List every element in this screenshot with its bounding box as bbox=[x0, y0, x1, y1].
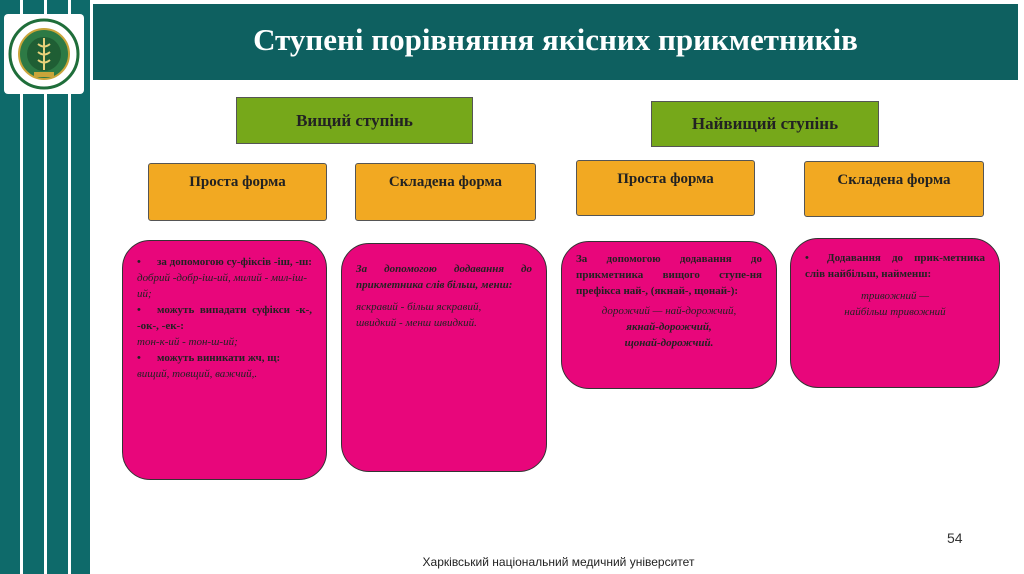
superlative-compound-form-card: • Додавання до прик-метника слів найбільш, найменш: тривожний — найбільш тривожний bbox=[790, 238, 1000, 388]
university-seal-icon bbox=[8, 18, 80, 90]
comparative-degree-box: Вищий ступінь bbox=[236, 97, 473, 144]
comparative-simple-form-card: • за допомогою су-фіксів -іш, -ш: добрий -добр-іш-ий, милий - мил-іш-ий; • можуть випадати суфікси -к-, -ок-, -ек-: тон-к-ий - тон-ш-ий; • можуть виникати жч, щ: вищий, товщий, важчий,. bbox=[122, 240, 327, 480]
rule-text: можуть виникати жч, щ: bbox=[157, 351, 281, 364]
example-text: тон-к-ий - тон-ш-ий; bbox=[137, 335, 238, 348]
example-text: швидкий - менш швидкий. bbox=[356, 316, 477, 329]
superlative-compound-form-box: Складена форма bbox=[804, 161, 984, 217]
comparative-compound-form-box: Складена форма bbox=[355, 163, 536, 221]
comparative-compound-form-card bbox=[341, 243, 547, 472]
page-number: 54 bbox=[947, 530, 963, 546]
comparative-simple-form-box: Проста форма bbox=[148, 163, 327, 221]
slide-header bbox=[93, 4, 1018, 80]
slide-title: Ступені порівняння якісних прикметників bbox=[253, 22, 858, 57]
university-logo bbox=[4, 14, 84, 94]
footer-university-name: Харківський національний медичний університет bbox=[422, 555, 695, 569]
example-text: добрий -добр-іш-ий, милий - мил-іш-ий; bbox=[137, 271, 307, 300]
example-text: якнай-дорожчий, bbox=[626, 320, 712, 333]
rule-text: за допомогою су-фіксів -іш, -ш: bbox=[157, 256, 312, 268]
example-text: найбільш тривожний bbox=[844, 305, 946, 318]
superlative-simple-form-card bbox=[561, 241, 777, 389]
example-text: яскравий - більш яскравий, bbox=[356, 300, 482, 313]
rule-text: За bbox=[356, 263, 368, 275]
rule-text: можуть випадати суфікси -к-, -ок-, -ек-: bbox=[137, 303, 312, 332]
example-text: дорожчий — най-дорожчий, bbox=[601, 304, 737, 317]
rule-text: Додавання до прик-метника слів найбільш, найменш: bbox=[805, 252, 985, 280]
left-sidebar bbox=[0, 0, 90, 574]
example-text: вищий, товщий, важчий,. bbox=[137, 367, 258, 380]
example-text: тривожний — bbox=[860, 289, 930, 302]
rule-text: За допомогою додавання до прикметника вищого ступе-ня префікса най-, (якнай-, щонай-): bbox=[576, 253, 762, 297]
superlative-simple-form-box: Проста форма bbox=[576, 160, 755, 216]
superlative-degree-box: Найвищий ступінь bbox=[651, 101, 879, 147]
rule-text: допомогою додавання до прикметника слів більш, менш: bbox=[356, 263, 533, 291]
example-text: щонай-дорожчий. bbox=[624, 336, 714, 349]
